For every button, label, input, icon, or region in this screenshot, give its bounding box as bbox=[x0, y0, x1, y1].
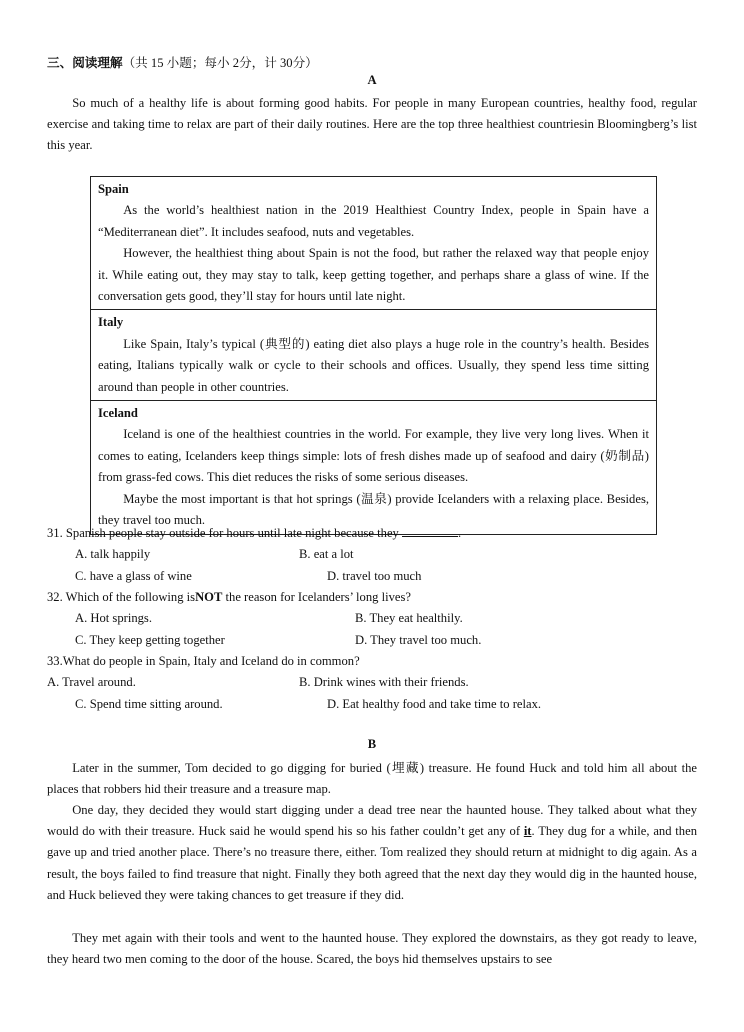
passage-b-paragraph-3: They met again with their tools and went to the haunted house. They explored the downstairs, as they got ready to leave, they heard two men coming to the door of the house. Scared, the boys hid themselves upstairs to see bbox=[47, 931, 697, 967]
question-31-stem bbox=[47, 523, 461, 544]
question-33-option-a: A. Travel around. bbox=[47, 675, 136, 689]
question-33-option-b: B. Drink wines with their friends. bbox=[299, 675, 469, 689]
country-paragraph: Like Spain, Italy’s typical (典型的) eating diet also plays a huge role in the country’s health. Besides eating, Italians typically walk or cycle to their schools and offices. Usually, they spend less time sitting around than people in other countries. bbox=[98, 336, 649, 394]
country-name: Iceland bbox=[98, 406, 138, 421]
question-32-stem bbox=[47, 587, 411, 608]
question-33-option-d: D. Eat healthy food and take time to relax. bbox=[327, 697, 542, 711]
country-paragraph: Maybe the most important is that hot springs (温泉) provide Icelanders with a relaxing place. Besides, they travel too much. bbox=[98, 491, 649, 528]
country-italy bbox=[91, 310, 656, 401]
question-31-option-b: B. eat a lot bbox=[299, 547, 354, 561]
passage-b-label: B bbox=[367, 737, 377, 751]
countries-table bbox=[90, 176, 657, 535]
section-heading bbox=[47, 52, 318, 71]
question-33-option-c: C. Spend time sitting around. bbox=[75, 697, 223, 711]
country-iceland bbox=[91, 401, 656, 533]
question-33-stem: 33.What do people in Spain, Italy and Iceland do in common? bbox=[47, 654, 360, 668]
paragraph-text: . They dug for a while, and then gave up and tried another place. There’s no treasure there, either. Tom realized they should return at midnight to dig again. As a result, the boys failed to find treasure that night. Finally they both agreed that the next day they would dig in the haunted house, and Huck believed they were taking chances to get treasure if they did. bbox=[47, 824, 697, 902]
country-name: Spain bbox=[98, 182, 129, 196]
answer-blank bbox=[402, 524, 458, 537]
country-paragraph: However, the healthiest thing about Spain is not the food, but rather the relaxed way that people enjoy it. While eating out, they may stay to talk, keep getting together, and perhaps share a glass of wine. If the conversation gets good, they’ll stay for hours until late night. bbox=[98, 246, 649, 304]
question-32-end: the reason for Icelanders’ long lives? bbox=[222, 590, 411, 604]
passage-b-paragraph-1: Later in the summer, Tom decided to go digging for buried (埋藏) treasure. He found Huck and told him all about the places that robbers hid their treasure and a treasure map. bbox=[47, 761, 697, 797]
question-32-option-c: C. They keep getting together bbox=[75, 633, 225, 647]
question-32-option-d: D. They travel too much. bbox=[355, 633, 482, 647]
question-32-not: NOT bbox=[195, 590, 223, 604]
question-32-option-b: B. They eat healthily. bbox=[355, 611, 463, 625]
underlined-word: it bbox=[523, 824, 532, 839]
question-31-option-d: D. travel too much bbox=[327, 569, 422, 583]
paragraph-text: One day, they decided they would start digging under a dead tree near the haunted house. They talked about what they would do with their treasure. Huck said he would spend his so his father couldn’t get any of bbox=[47, 803, 697, 839]
question-31-option-a: A. talk happily bbox=[75, 547, 151, 561]
passage-a-label: A bbox=[367, 73, 377, 87]
question-32-option-a: A. Hot springs. bbox=[75, 611, 152, 625]
country-spain bbox=[91, 177, 656, 310]
question-31-text: 31. Spanish people stay outside for hours until late night because they bbox=[47, 526, 399, 540]
question-32-text: 32. Which of the following is bbox=[47, 590, 196, 604]
country-paragraph: As the world’s healthiest nation in the 2019 Healthiest Country Index, people in Spain have a “Mediterranean diet”. It includes seafood, nuts and vegetables. bbox=[98, 203, 649, 239]
question-31-option-c: C. have a glass of wine bbox=[75, 569, 192, 583]
country-name: Italy bbox=[98, 315, 124, 330]
question-31-end: . bbox=[458, 526, 462, 540]
passage-b-paragraph-2 bbox=[47, 800, 697, 906]
section-heading-rest: （共 15 小题；每小 2分，计 30分） bbox=[122, 56, 318, 70]
section-heading-bold: 三、阅读理解 bbox=[47, 56, 123, 70]
country-paragraph: Iceland is one of the healthiest countries in the world. For example, they live very long lives. When it comes to eating, Icelanders keep things simple: lots of fresh dishes made up of seafood and dairy (奶制品) from grass-fed cows. This diet reduces the risks of some serious diseases. bbox=[98, 427, 649, 485]
passage-a-intro: So much of a healthy life is about forming good habits. For people in many European countries, healthy food, regular exercise and taking time to relax are part of their daily routines. Here are the top three healthiest countriesin Bloomingberg’s list this year. bbox=[47, 96, 697, 153]
